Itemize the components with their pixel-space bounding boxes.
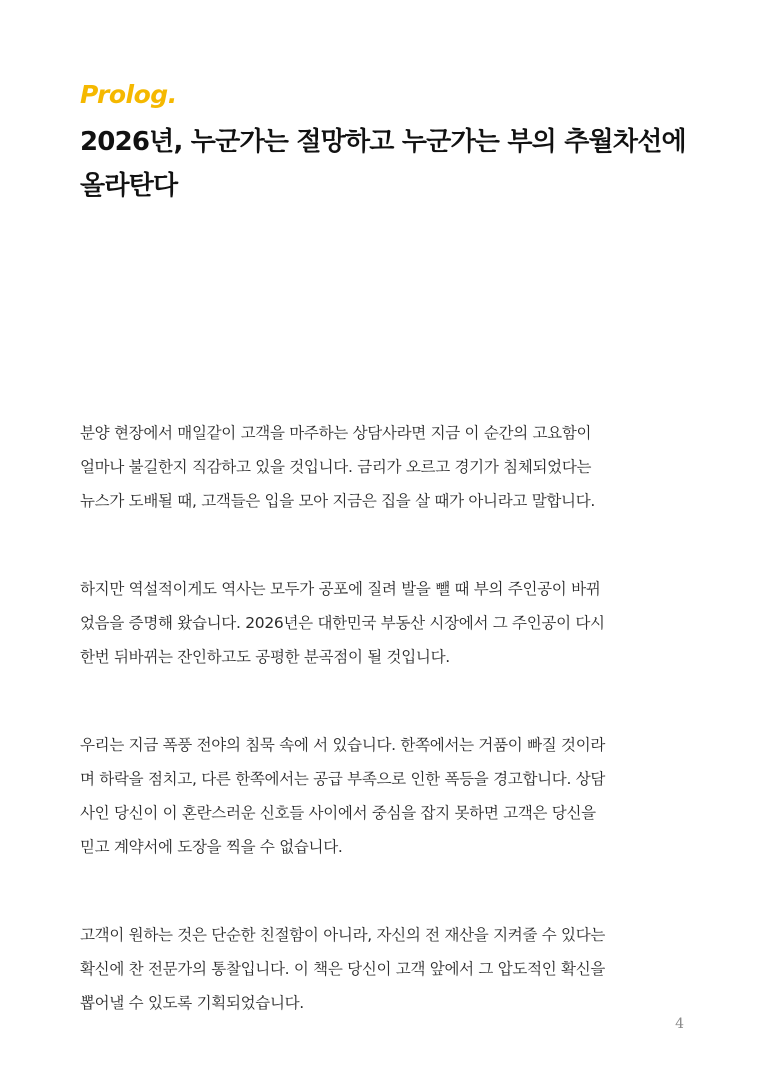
body-text [80, 416, 692, 1074]
title-line: 올라탄다 [80, 171, 178, 201]
text-line: 한번 뒤바뀌는 잔인하고도 공평한 분곡점이 될 것입니다. [80, 648, 450, 666]
text-line: 고객이 원하는 것은 단순한 친절함이 아니라, 자신의 전 재산을 지켜줄 수 있다는 [80, 926, 606, 944]
paragraph-4 [80, 918, 692, 1020]
paragraph-2 [80, 572, 692, 674]
title-line: 2026년, 누군가는 절망하고 누군가는 부의 추월차선에 [80, 127, 686, 157]
paragraph-1 [80, 416, 692, 518]
page-title [80, 120, 700, 208]
text-line: 분양 현장에서 매일같이 고객을 마주하는 상담사라면 지금 이 순간의 고요함이 [80, 424, 592, 442]
text-line: 우리는 지금 폭풍 전야의 침묵 속에 서 있습니다. 한쪽에서는 거품이 빠질 것이라 [80, 736, 606, 754]
text-line: 었음을 증명해 왔습니다. 2026년은 대한민국 부동산 시장에서 그 주인공이 다시 [80, 614, 605, 632]
text-line: 확신에 찬 전문가의 통찰입니다. 이 책은 당신이 고객 앞에서 그 압도적인 확신을 [80, 960, 606, 978]
section-label: Prolog. [80, 80, 177, 109]
text-line: 얼마나 불길한지 직감하고 있을 것입니다. 금리가 오르고 경기가 침체되었다는 [80, 458, 592, 476]
text-line: 며 하락을 점치고, 다른 한쪽에서는 공급 부족으로 인한 폭등을 경고합니다. 상담 [80, 770, 606, 788]
text-line: 뽑어낼 수 있도록 기획되었습니다. [80, 994, 304, 1012]
text-line: 하지만 역설적이게도 역사는 모두가 공포에 질려 발을 뺄 때 부의 주인공이 바뀌 [80, 580, 601, 598]
text-line: 사인 당신이 이 혼란스러운 신호들 사이에서 중심을 잡지 못하면 고객은 당신을 [80, 804, 596, 822]
text-line: 뉴스가 도배될 때, 고객들은 입을 모아 지금은 집을 살 때가 아니라고 말합니다. [80, 492, 596, 510]
page-number: 4 [675, 1016, 684, 1032]
text-line: 믿고 계약서에 도장을 찍을 수 없습니다. [80, 838, 343, 856]
paragraph-3 [80, 728, 692, 864]
